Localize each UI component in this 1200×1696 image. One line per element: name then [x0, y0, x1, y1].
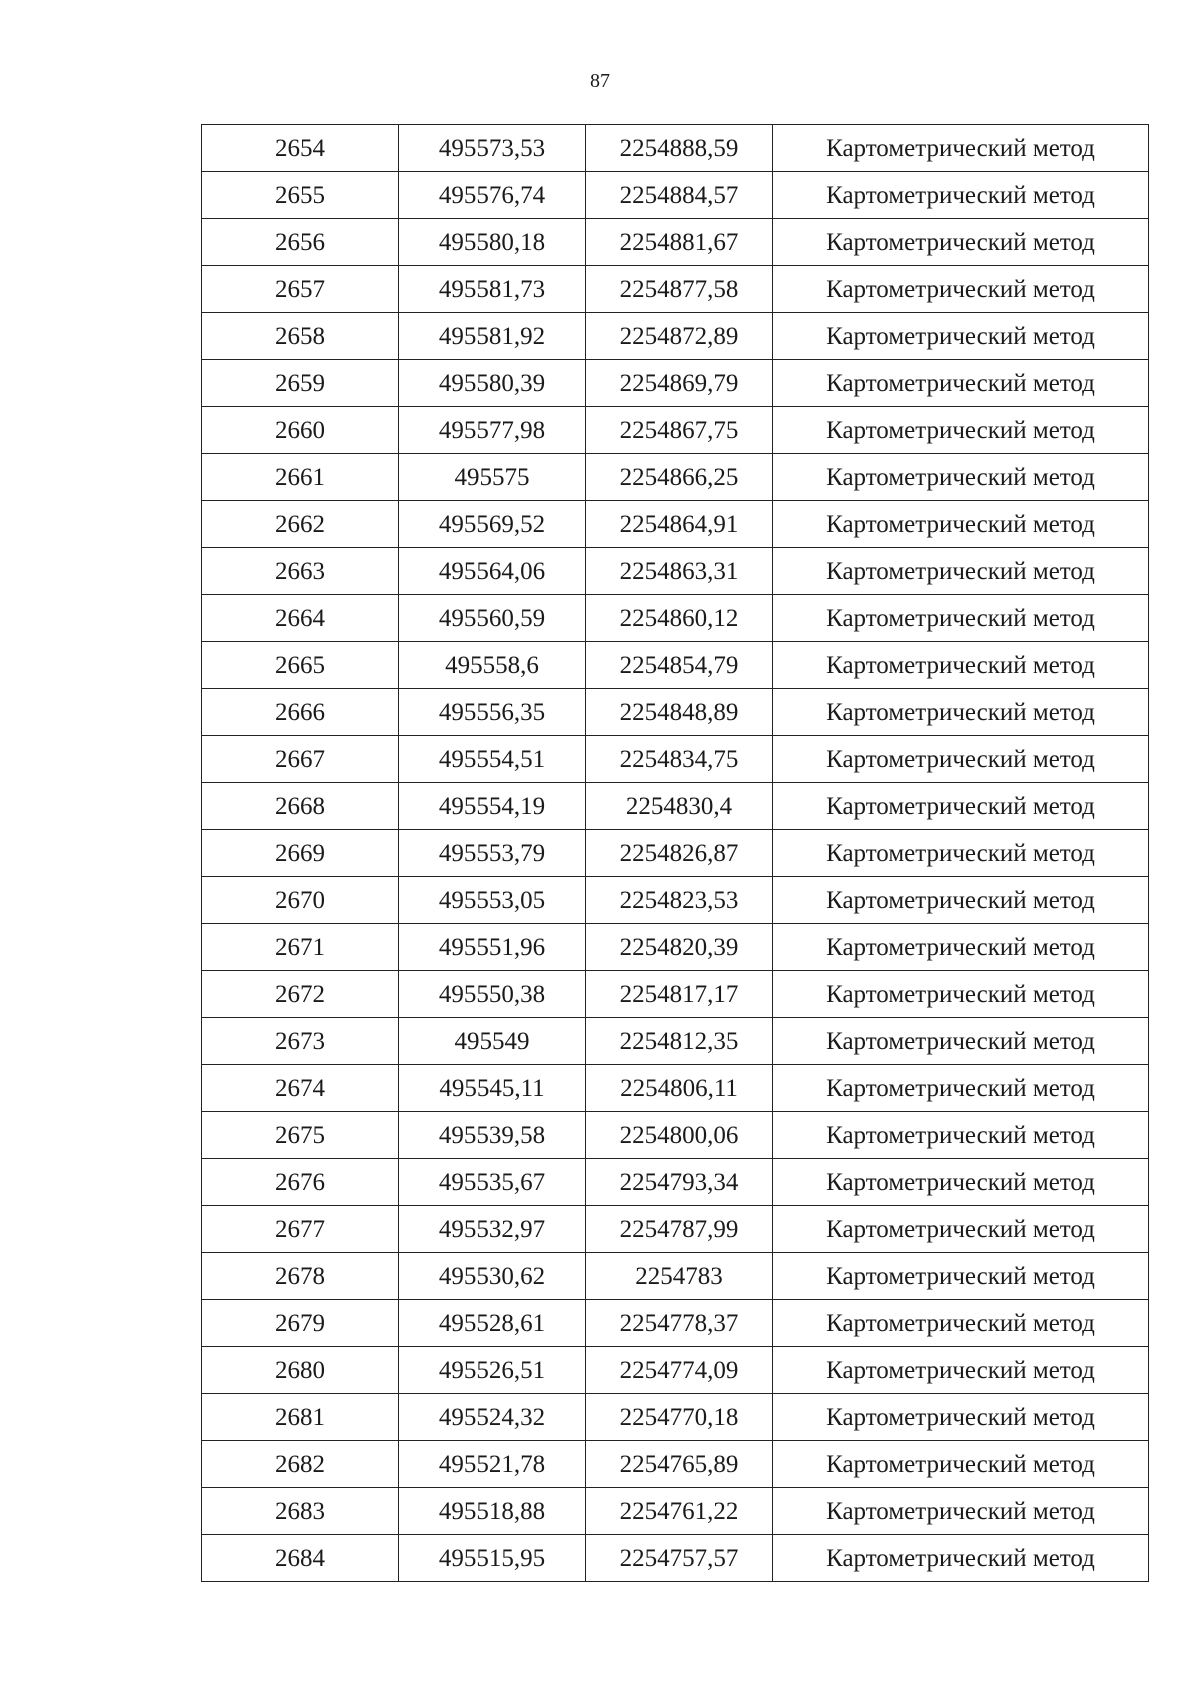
- method-cell: Картометрический метод: [773, 1018, 1149, 1065]
- table-row: [202, 172, 1149, 219]
- table-row: [202, 454, 1149, 501]
- y-coordinate-cell: 2254888,59: [586, 125, 773, 172]
- point-number-cell: 2673: [202, 1018, 399, 1065]
- x-coordinate-cell: 495535,67: [399, 1159, 586, 1206]
- x-coordinate-cell: 495521,78: [399, 1441, 586, 1488]
- y-coordinate-cell: 2254757,57: [586, 1535, 773, 1582]
- method-cell: Картометрический метод: [773, 1253, 1149, 1300]
- point-number-cell: 2682: [202, 1441, 399, 1488]
- method-cell: Картометрический метод: [773, 1065, 1149, 1112]
- x-coordinate-cell: 495526,51: [399, 1347, 586, 1394]
- x-coordinate-cell: 495524,32: [399, 1394, 586, 1441]
- table-row: [202, 501, 1149, 548]
- y-coordinate-cell: 2254866,25: [586, 454, 773, 501]
- y-coordinate-cell: 2254864,91: [586, 501, 773, 548]
- method-cell: Картометрический метод: [773, 783, 1149, 830]
- y-coordinate-cell: 2254877,58: [586, 266, 773, 313]
- x-coordinate-cell: 495560,59: [399, 595, 586, 642]
- y-coordinate-cell: 2254812,35: [586, 1018, 773, 1065]
- y-coordinate-cell: 2254823,53: [586, 877, 773, 924]
- table-row: [202, 595, 1149, 642]
- y-coordinate-cell: 2254872,89: [586, 313, 773, 360]
- x-coordinate-cell: 495581,92: [399, 313, 586, 360]
- point-number-cell: 2681: [202, 1394, 399, 1441]
- y-coordinate-cell: 2254854,79: [586, 642, 773, 689]
- table-row: [202, 1065, 1149, 1112]
- x-coordinate-cell: 495528,61: [399, 1300, 586, 1347]
- y-coordinate-cell: 2254863,31: [586, 548, 773, 595]
- point-number-cell: 2658: [202, 313, 399, 360]
- method-cell: Картометрический метод: [773, 1112, 1149, 1159]
- point-number-cell: 2665: [202, 642, 399, 689]
- table-row: [202, 1347, 1149, 1394]
- point-number-cell: 2680: [202, 1347, 399, 1394]
- point-number-cell: 2654: [202, 125, 399, 172]
- y-coordinate-cell: 2254830,4: [586, 783, 773, 830]
- y-coordinate-cell: 2254848,89: [586, 689, 773, 736]
- method-cell: Картометрический метод: [773, 219, 1149, 266]
- x-coordinate-cell: 495576,74: [399, 172, 586, 219]
- method-cell: Картометрический метод: [773, 407, 1149, 454]
- point-number-cell: 2655: [202, 172, 399, 219]
- method-cell: Картометрический метод: [773, 877, 1149, 924]
- x-coordinate-cell: 495518,88: [399, 1488, 586, 1535]
- point-number-cell: 2678: [202, 1253, 399, 1300]
- point-number-cell: 2663: [202, 548, 399, 595]
- point-number-cell: 2666: [202, 689, 399, 736]
- x-coordinate-cell: 495558,6: [399, 642, 586, 689]
- table-row: [202, 1535, 1149, 1582]
- y-coordinate-cell: 2254787,99: [586, 1206, 773, 1253]
- y-coordinate-cell: 2254820,39: [586, 924, 773, 971]
- method-cell: Картометрический метод: [773, 924, 1149, 971]
- x-coordinate-cell: 495549: [399, 1018, 586, 1065]
- table-row: [202, 1394, 1149, 1441]
- x-coordinate-cell: 495515,95: [399, 1535, 586, 1582]
- y-coordinate-cell: 2254834,75: [586, 736, 773, 783]
- y-coordinate-cell: 2254881,67: [586, 219, 773, 266]
- table-row: [202, 313, 1149, 360]
- method-cell: Картометрический метод: [773, 1206, 1149, 1253]
- x-coordinate-cell: 495569,52: [399, 501, 586, 548]
- coordinates-table-body: [202, 125, 1149, 1582]
- point-number-cell: 2683: [202, 1488, 399, 1535]
- point-number-cell: 2664: [202, 595, 399, 642]
- x-coordinate-cell: 495556,35: [399, 689, 586, 736]
- point-number-cell: 2674: [202, 1065, 399, 1112]
- table-row: [202, 783, 1149, 830]
- x-coordinate-cell: 495539,58: [399, 1112, 586, 1159]
- method-cell: Картометрический метод: [773, 454, 1149, 501]
- method-cell: Картометрический метод: [773, 1300, 1149, 1347]
- method-cell: Картометрический метод: [773, 360, 1149, 407]
- table-row: [202, 1441, 1149, 1488]
- y-coordinate-cell: 2254761,22: [586, 1488, 773, 1535]
- x-coordinate-cell: 495580,18: [399, 219, 586, 266]
- method-cell: Картометрический метод: [773, 971, 1149, 1018]
- table-row: [202, 1206, 1149, 1253]
- method-cell: Картометрический метод: [773, 642, 1149, 689]
- method-cell: Картометрический метод: [773, 736, 1149, 783]
- y-coordinate-cell: 2254860,12: [586, 595, 773, 642]
- point-number-cell: 2676: [202, 1159, 399, 1206]
- method-cell: Картометрический метод: [773, 548, 1149, 595]
- table-row: [202, 642, 1149, 689]
- point-number-cell: 2656: [202, 219, 399, 266]
- table-row: [202, 1159, 1149, 1206]
- method-cell: Картометрический метод: [773, 1159, 1149, 1206]
- x-coordinate-cell: 495554,51: [399, 736, 586, 783]
- y-coordinate-cell: 2254770,18: [586, 1394, 773, 1441]
- method-cell: Картометрический метод: [773, 266, 1149, 313]
- method-cell: Картометрический метод: [773, 172, 1149, 219]
- x-coordinate-cell: 495573,53: [399, 125, 586, 172]
- y-coordinate-cell: 2254869,79: [586, 360, 773, 407]
- x-coordinate-cell: 495581,73: [399, 266, 586, 313]
- table-row: [202, 360, 1149, 407]
- table-row: [202, 1300, 1149, 1347]
- x-coordinate-cell: 495545,11: [399, 1065, 586, 1112]
- table-row: [202, 407, 1149, 454]
- table-row: [202, 830, 1149, 877]
- table-row: [202, 1253, 1149, 1300]
- x-coordinate-cell: 495580,39: [399, 360, 586, 407]
- y-coordinate-cell: 2254867,75: [586, 407, 773, 454]
- y-coordinate-cell: 2254826,87: [586, 830, 773, 877]
- table-row: [202, 1112, 1149, 1159]
- method-cell: Картометрический метод: [773, 1488, 1149, 1535]
- point-number-cell: 2675: [202, 1112, 399, 1159]
- method-cell: Картометрический метод: [773, 689, 1149, 736]
- y-coordinate-cell: 2254884,57: [586, 172, 773, 219]
- method-cell: Картометрический метод: [773, 1347, 1149, 1394]
- table-row: [202, 548, 1149, 595]
- x-coordinate-cell: 495577,98: [399, 407, 586, 454]
- x-coordinate-cell: 495550,38: [399, 971, 586, 1018]
- y-coordinate-cell: 2254783: [586, 1253, 773, 1300]
- y-coordinate-cell: 2254765,89: [586, 1441, 773, 1488]
- x-coordinate-cell: 495575: [399, 454, 586, 501]
- method-cell: Картометрический метод: [773, 595, 1149, 642]
- point-number-cell: 2659: [202, 360, 399, 407]
- table-row: [202, 125, 1149, 172]
- point-number-cell: 2668: [202, 783, 399, 830]
- method-cell: Картометрический метод: [773, 830, 1149, 877]
- y-coordinate-cell: 2254806,11: [586, 1065, 773, 1112]
- point-number-cell: 2670: [202, 877, 399, 924]
- y-coordinate-cell: 2254817,17: [586, 971, 773, 1018]
- table-row: [202, 219, 1149, 266]
- point-number-cell: 2679: [202, 1300, 399, 1347]
- x-coordinate-cell: 495530,62: [399, 1253, 586, 1300]
- table-row: [202, 736, 1149, 783]
- table-row: [202, 1488, 1149, 1535]
- table-row: [202, 266, 1149, 313]
- point-number-cell: 2657: [202, 266, 399, 313]
- table-row: [202, 1018, 1149, 1065]
- point-number-cell: 2667: [202, 736, 399, 783]
- table-row: [202, 924, 1149, 971]
- method-cell: Картометрический метод: [773, 501, 1149, 548]
- x-coordinate-cell: 495551,96: [399, 924, 586, 971]
- y-coordinate-cell: 2254774,09: [586, 1347, 773, 1394]
- x-coordinate-cell: 495532,97: [399, 1206, 586, 1253]
- x-coordinate-cell: 495564,06: [399, 548, 586, 595]
- point-number-cell: 2662: [202, 501, 399, 548]
- table-row: [202, 689, 1149, 736]
- y-coordinate-cell: 2254800,06: [586, 1112, 773, 1159]
- y-coordinate-cell: 2254778,37: [586, 1300, 773, 1347]
- method-cell: Картометрический метод: [773, 313, 1149, 360]
- point-number-cell: 2661: [202, 454, 399, 501]
- y-coordinate-cell: 2254793,34: [586, 1159, 773, 1206]
- point-number-cell: 2684: [202, 1535, 399, 1582]
- page-number: 87: [590, 70, 610, 92]
- table-row: [202, 877, 1149, 924]
- method-cell: Картометрический метод: [773, 1394, 1149, 1441]
- point-number-cell: 2671: [202, 924, 399, 971]
- x-coordinate-cell: 495554,19: [399, 783, 586, 830]
- method-cell: Картометрический метод: [773, 125, 1149, 172]
- point-number-cell: 2672: [202, 971, 399, 1018]
- point-number-cell: 2677: [202, 1206, 399, 1253]
- coordinates-table: [201, 124, 1149, 1582]
- x-coordinate-cell: 495553,79: [399, 830, 586, 877]
- method-cell: Картометрический метод: [773, 1441, 1149, 1488]
- table-row: [202, 971, 1149, 1018]
- method-cell: Картометрический метод: [773, 1535, 1149, 1582]
- point-number-cell: 2660: [202, 407, 399, 454]
- x-coordinate-cell: 495553,05: [399, 877, 586, 924]
- point-number-cell: 2669: [202, 830, 399, 877]
